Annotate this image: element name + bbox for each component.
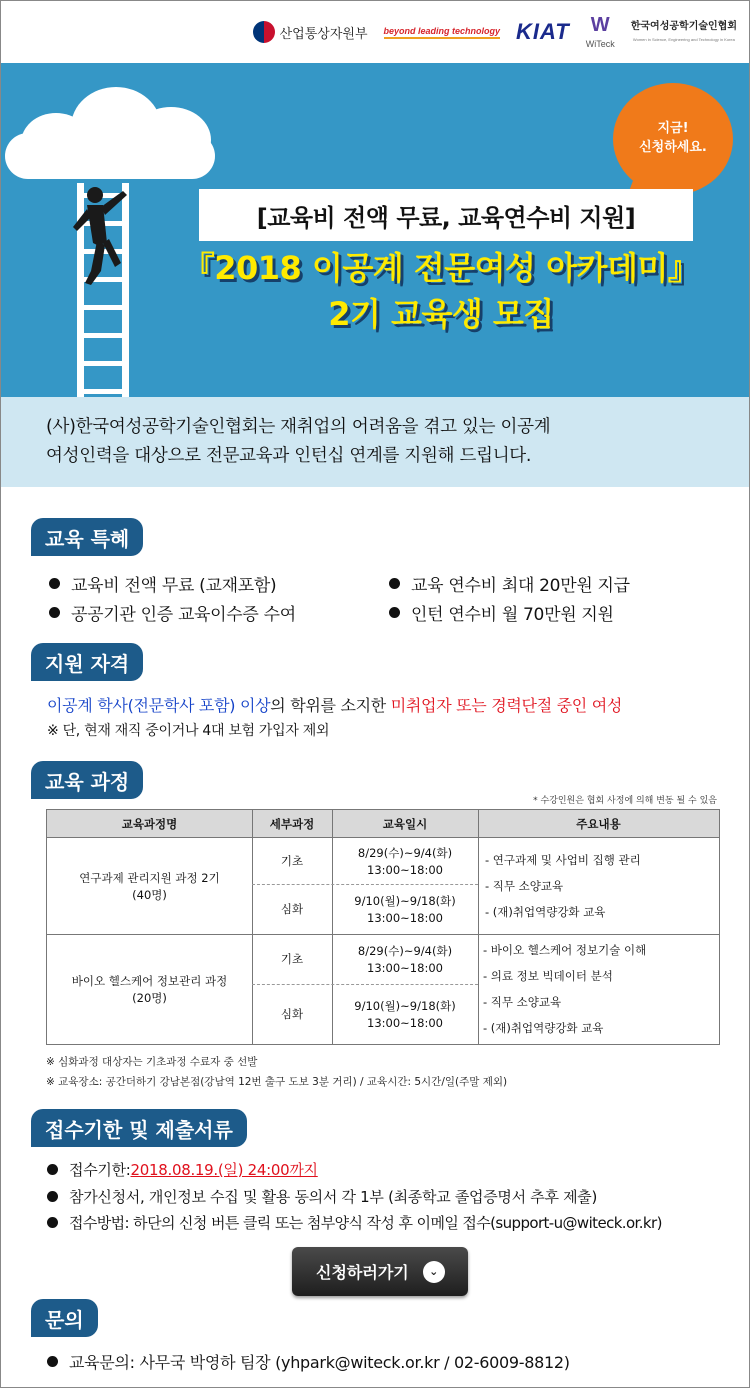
- benefit-text: 교육 연수비 최대 20만원 지급: [411, 576, 630, 596]
- application-item: [47, 1212, 662, 1233]
- header-cell: 세부과정: [269, 817, 315, 831]
- level-cell: 심화: [280, 902, 304, 917]
- deadline-label: 접수기한:: [69, 1161, 131, 1179]
- benefit-text: 교육비 전액 무료 (교재포함): [71, 576, 277, 596]
- header-cell: 주요내용: [576, 817, 621, 831]
- kwse-logo-name: 한국여성공학기술인협회: [630, 21, 737, 33]
- section-title-eligibility: 지원 자격: [31, 643, 143, 681]
- intro-text: [1, 397, 750, 487]
- bullet-icon: [47, 1164, 58, 1175]
- content-item: - 직무 소양교육: [483, 994, 562, 1009]
- program-count: (40명): [132, 887, 167, 902]
- schedule-time: 13:00~18:00: [367, 1015, 443, 1030]
- content-cell: [483, 938, 646, 1042]
- apply-button-label: 신청하러가기: [316, 1263, 409, 1282]
- header-cell: 교육일시: [382, 817, 428, 831]
- level-cell: 기초: [280, 952, 304, 967]
- kwse-logo-subtitle: Women in Science, Engineering and Technology in Korea: [632, 37, 735, 43]
- bullet-icon: [47, 1191, 58, 1202]
- eligibility-middle: 의 학위를 소지한: [270, 696, 391, 715]
- kiat-logo: [516, 19, 570, 45]
- deadline-value: 2018.08.19.(일) 24:00까지: [130, 1161, 318, 1179]
- benefit-item: [49, 600, 296, 625]
- eligibility-degree: 이공계 학사(전문학사 포함) 이상: [47, 696, 271, 715]
- motie-logo: [253, 21, 368, 43]
- schedule-cell: [332, 885, 478, 934]
- bullet-icon: [49, 578, 60, 589]
- content-item: - 연구과제 및 사업비 집행 관리: [485, 853, 641, 867]
- course-footnote: ※ 심화과정 대상자는 기초과정 수료자 중 선발: [46, 1056, 258, 1068]
- program-name: 바이오 헬스케어 정보관리 과정: [71, 974, 228, 989]
- climbing-person-icon: [57, 183, 147, 303]
- bullet-icon: [389, 607, 400, 618]
- intro-line: 여성인력을 대상으로 전문교육과 인턴십 연계를 지원해 드립니다.: [46, 446, 532, 466]
- benefit-item: [49, 571, 276, 596]
- bubble-line: 신청하세요.: [639, 140, 707, 155]
- content-item: - (재)취업역량강화 교육: [483, 1020, 604, 1035]
- schedule-date: 8/29(수)~9/4(화): [357, 944, 453, 959]
- apply-button[interactable]: [292, 1247, 468, 1296]
- section-title-courses: 교육 과정: [31, 761, 143, 799]
- documents-text: 참가신청서, 개인정보 수집 및 활용 동의서 각 1부 (최종학교 졸업증명서 추후 제출): [69, 1188, 598, 1206]
- level-cell: 심화: [280, 1007, 304, 1022]
- headline-line: 『2018 이공계 전문여성 아카데미』: [182, 249, 700, 287]
- beyond-logo-text: beyond leading technology: [384, 26, 501, 39]
- witeck-logo-text: WiTeck: [585, 39, 615, 49]
- bullet-icon: [47, 1217, 58, 1228]
- table-header: [47, 810, 719, 838]
- section-title-contact: 문의: [31, 1299, 98, 1337]
- chevron-down-icon: ⌄: [423, 1261, 445, 1283]
- bubble-line: 지금!: [657, 121, 689, 137]
- application-item: [47, 1186, 597, 1207]
- section-title-benefits: 교육 특혜: [31, 518, 143, 556]
- table-row: [47, 839, 252, 934]
- schedule-date: 8/29(수)~9/4(화): [357, 846, 453, 861]
- table-divider: [478, 810, 479, 1044]
- content-item: - 의료 정보 빅데이터 분석: [483, 968, 613, 983]
- eligibility-text: [47, 693, 622, 716]
- benefit-item: [389, 600, 614, 625]
- schedule-cell: [332, 935, 478, 984]
- contact-text: 교육문의: 사무국 박영하 팀장 (yhpark@witeck.or.kr / 02-6009-8812): [69, 1353, 570, 1372]
- benefit-text: 공공기관 인증 교육이수증 수여: [71, 605, 296, 625]
- schedule-time: 13:00~18:00: [367, 960, 443, 975]
- section-title-application: 접수기한 및 제출서류: [31, 1109, 247, 1147]
- kiat-logo-text: KIAT: [516, 19, 570, 44]
- hero-tag: [교육비 전액 무료, 교육연수비 지원]: [199, 189, 693, 241]
- schedule-date: 9/10(월)~9/18(화): [354, 894, 456, 909]
- eligibility-note: ※ 단, 현재 재직 중이거나 4대 보험 가입자 제외: [47, 723, 330, 739]
- content-item: - (재)취업역량강화 교육: [485, 904, 606, 919]
- content-item: - 바이오 헬스케어 정보기술 이해: [483, 943, 647, 957]
- benefit-item: [389, 571, 630, 596]
- bullet-icon: [49, 607, 60, 618]
- table-row: [47, 935, 252, 1044]
- witeck-v-icon: W: [590, 14, 610, 36]
- course-table: [46, 809, 720, 1045]
- schedule-time: 13:00~18:00: [367, 910, 443, 925]
- beyond-logo: [384, 26, 501, 39]
- schedule-cell: [332, 839, 478, 884]
- application-item: [47, 1159, 318, 1180]
- schedule-date: 9/10(월)~9/18(화): [354, 999, 456, 1014]
- eligibility-target: 미취업자 또는 경력단절 중인 여성: [390, 696, 623, 715]
- program-name: 연구과제 관리지원 과정 2기: [79, 871, 220, 886]
- contact-item: [47, 1350, 570, 1373]
- logo-bar: [1, 1, 750, 63]
- witeck-logo: [586, 15, 615, 49]
- method-text: 접수방법: 하단의 신청 버튼 클릭 또는 첨부양식 작성 후 이메일 접수(support-u@witeck.or.kr): [69, 1214, 662, 1232]
- capacity-note: * 수강인원은 협회 사정에 의해 변동 될 수 있음: [533, 796, 717, 806]
- program-count: (20명): [132, 990, 167, 1005]
- kwse-logo: [631, 21, 737, 43]
- intro-line: (사)한국여성공학기술인협회는 재취업의 어려움을 겪고 있는 이공계: [46, 417, 551, 438]
- content-item: - 직무 소양교육: [485, 878, 564, 893]
- bullet-icon: [389, 578, 400, 589]
- apply-now-bubble: [613, 83, 733, 195]
- schedule-cell: [332, 985, 478, 1044]
- benefit-text: 인턴 연수비 월 70만원 지원: [411, 605, 614, 625]
- content-cell: [485, 848, 641, 926]
- taegeuk-icon: [253, 21, 275, 43]
- cloud-illustration: [5, 133, 215, 179]
- motie-logo-text: 산업통상자원부: [279, 25, 368, 41]
- header-cell: 교육과정명: [121, 817, 178, 831]
- headline-line: 2기 교육생 모집: [328, 295, 554, 334]
- bullet-icon: [47, 1356, 58, 1367]
- level-cell: 기초: [280, 854, 304, 869]
- schedule-time: 13:00~18:00: [367, 862, 443, 877]
- course-footnote: ※ 교육장소: 공간더하기 강남본점(강남역 12번 출구 도보 3분 거리) / 교육시간: 5시간/일(주말 제외): [46, 1076, 508, 1088]
- hero-headline: [141, 245, 741, 338]
- hero-banner: [1, 63, 750, 397]
